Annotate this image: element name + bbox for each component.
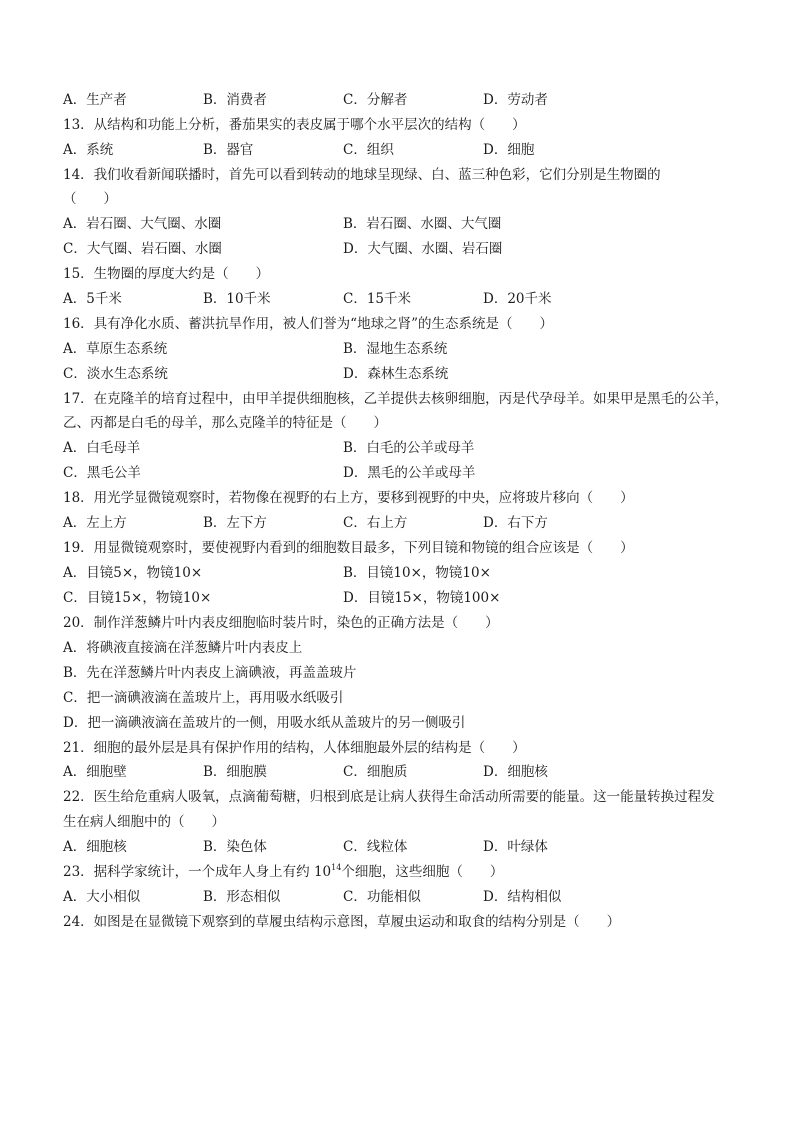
q12-option-b: B．消费者 bbox=[203, 92, 267, 108]
q16-option-b: B．湿地生态系统 bbox=[343, 341, 448, 357]
q19-option-d: D．目镜15×，物镜100× bbox=[343, 590, 501, 606]
q19-option-b: B．目镜10×，物镜10× bbox=[343, 565, 491, 581]
q18-option-d: D．右下方 bbox=[483, 515, 548, 531]
q20-option-c: C．把一滴碘液滴在盖玻片上，再用吸水纸吸引 bbox=[63, 690, 344, 706]
q23-stem-exponent: 14 bbox=[331, 863, 342, 872]
q16-option-a: A．草原生态系统 bbox=[63, 341, 168, 357]
q12-option-d: D．劳动者 bbox=[483, 92, 548, 108]
q15-stem: 15．生物圈的厚度大约是（ ） bbox=[63, 266, 270, 282]
q15-option-d: D．20千米 bbox=[483, 291, 552, 307]
q16-option-c: C．淡水生态系统 bbox=[63, 366, 168, 382]
q23-stem bbox=[63, 863, 743, 881]
q16-option-d: D．森林生态系统 bbox=[343, 366, 449, 382]
q22-option-b: B．染色体 bbox=[203, 839, 267, 855]
q17-option-b: B．白毛的公羊或母羊 bbox=[343, 440, 475, 456]
q23-option-b: B．形态相似 bbox=[203, 889, 281, 905]
q13-option-b: B．器官 bbox=[203, 142, 254, 158]
q23-stem-post: 个细胞，这些细胞（ ） bbox=[341, 864, 504, 880]
q14-option-b: B．岩石圈、水圈、大气圈 bbox=[343, 216, 502, 232]
q12-option-a: A．生产者 bbox=[63, 92, 127, 108]
q21-option-c: C．细胞质 bbox=[343, 764, 408, 780]
q21-option-d: D．细胞核 bbox=[483, 764, 548, 780]
q23-option-d: D．结构相似 bbox=[483, 889, 562, 905]
q21-option-b: B．细胞膜 bbox=[203, 764, 267, 780]
q17-option-d: D．黑毛的公羊或母羊 bbox=[343, 465, 476, 481]
q14-option-d: D．大气圈、水圈、岩石圈 bbox=[343, 241, 503, 257]
q14-option-a: A．岩石圈、大气圈、水圈 bbox=[63, 216, 222, 232]
q22-option-c: C．线粒体 bbox=[343, 839, 408, 855]
q18-stem: 18．用光学显微镜观察时，若物像在视野的右上方，要移到视野的中央，应将玻片移向（ ） bbox=[63, 490, 634, 506]
q19-option-a: A．目镜5×，物镜10× bbox=[63, 565, 203, 581]
q17-stem: 17．在克隆羊的培育过程中，由甲羊提供细胞核，乙羊提供去核卵细胞，丙是代孕母羊。如果甲是黑毛的公羊， bbox=[63, 391, 729, 407]
q20-option-d: D．把一滴碘液滴在盖玻片的一侧，用吸水纸从盖玻片的另一侧吸引 bbox=[63, 715, 466, 731]
q18-option-a: A．左上方 bbox=[63, 515, 127, 531]
q12-option-c: C．分解者 bbox=[343, 92, 408, 108]
q18-option-c: C．右上方 bbox=[343, 515, 408, 531]
q21-stem: 21．细胞的最外层是具有保护作用的结构，人体细胞最外层的结构是（ ） bbox=[63, 740, 526, 756]
q17-option-c: C．黑毛公羊 bbox=[63, 465, 141, 481]
q22-option-a: A．细胞核 bbox=[63, 839, 127, 855]
q18-option-b: B．左下方 bbox=[203, 515, 267, 531]
q20-option-a: A．将碘液直接滴在洋葱鳞片叶内表皮上 bbox=[63, 640, 303, 656]
q19-stem: 19．用显微镜观察时，要使视野内看到的细胞数目最多，下列目镜和物镜的组合应该是（ ） bbox=[63, 540, 634, 556]
q15-option-c: C．15千米 bbox=[343, 291, 412, 307]
q14-stem: 14．我们收看新闻联播时，首先可以看到转动的地球呈现绿、白、蓝三种色彩，它们分别是生物圈的 bbox=[63, 167, 661, 183]
q15-option-b: B．10千米 bbox=[203, 291, 271, 307]
q14-stem-cont: （ ） bbox=[63, 191, 117, 207]
q13-option-c: C．组织 bbox=[343, 142, 394, 158]
q23-stem-pre: 23．据科学家统计，一个成年人身上有约 10 bbox=[63, 864, 332, 880]
q13-option-d: D．细胞 bbox=[483, 142, 535, 158]
q24-stem: 24．如图是在显微镜下观察到的草履虫结构示意图，草履虫运动和取食的结构分别是（ ） bbox=[63, 914, 621, 930]
q13-stem: 13．从结构和功能上分析，番茄果实的表皮属于哪个水平层次的结构（ ） bbox=[63, 117, 526, 133]
q15-option-a: A．5千米 bbox=[63, 291, 122, 307]
q19-option-c: C．目镜15×，物镜10× bbox=[63, 590, 212, 606]
q20-stem: 20．制作洋葱鳞片叶内表皮细胞临时装片时，染色的正确方法是（ ） bbox=[63, 615, 499, 631]
q22-option-d: D．叶绿体 bbox=[483, 839, 548, 855]
q14-option-c: C．大气圈、岩石圈、水圈 bbox=[63, 241, 222, 257]
q23-option-a: A．大小相似 bbox=[63, 889, 141, 905]
q20-option-b: B．先在洋葱鳞片叶内表皮上滴碘液，再盖盖玻片 bbox=[63, 665, 357, 681]
q17-option-a: A．白毛母羊 bbox=[63, 440, 141, 456]
q13-option-a: A．系统 bbox=[63, 142, 114, 158]
q22-stem-cont: 生在病人细胞中的（ ） bbox=[63, 814, 225, 830]
q23-option-c: C．功能相似 bbox=[343, 889, 421, 905]
q16-stem: 16．具有净化水质、蓄洪抗旱作用，被人们誉为“地球之肾”的生态系统是（ ） bbox=[63, 316, 553, 332]
q17-stem-cont: 乙、丙都是白毛的母羊，那么克隆羊的特征是（ ） bbox=[63, 415, 387, 431]
q22-stem: 22．医生给危重病人吸氧，点滴葡萄糖，归根到底是让病人获得生命活动所需要的能量。这一能量转换过程发 bbox=[63, 789, 715, 805]
q21-option-a: A．细胞壁 bbox=[63, 764, 127, 780]
